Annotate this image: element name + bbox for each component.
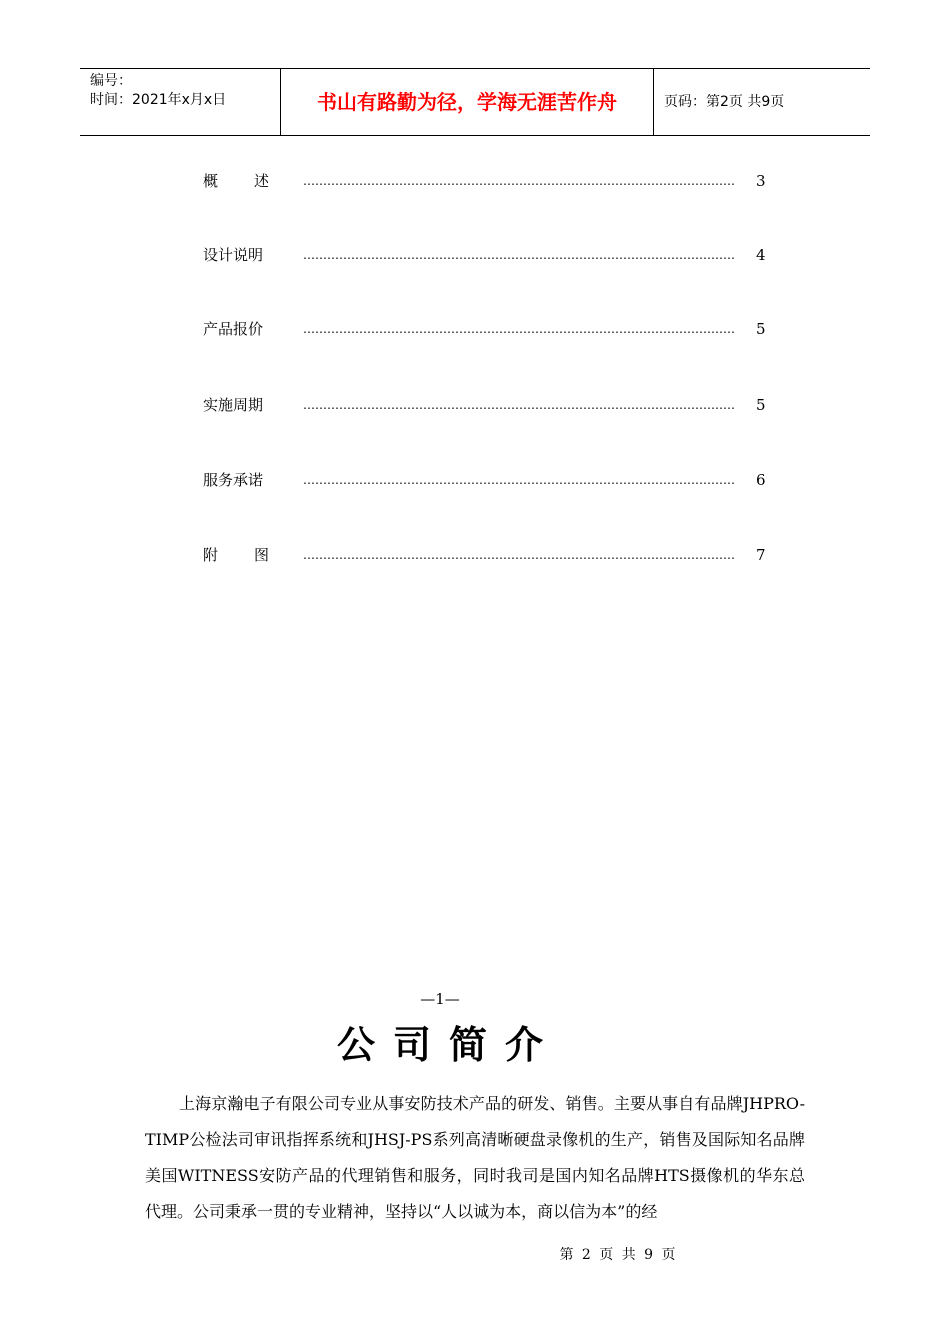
document-header (80, 68, 870, 136)
toc-item-label: 概 述 (203, 172, 269, 190)
toc-leader-dots: ……………………………………………………………………………………………… (303, 322, 735, 336)
section-title: 公司简介 (336, 1022, 561, 1067)
toc-leader-dots: ……………………………………………………………………………………………… (303, 248, 735, 262)
toc-leader-dots: ……………………………………………………………………………………………… (303, 473, 735, 487)
toc-leader-dots: ……………………………………………………………………………………………… (303, 398, 735, 412)
toc-leader-dots: ……………………………………………………………………………………………… (303, 174, 735, 188)
header-page-label: 页码：第2页 共9页 (664, 94, 785, 110)
header-meta (80, 69, 281, 135)
header-motto: 书山有路勤为径，学海无涯苦作舟 (281, 69, 654, 135)
toc-item-service[interactable] (203, 470, 768, 490)
page-footer: 第 2 页 共 9 页 (559, 1247, 676, 1263)
toc-item-label: 服务承诺 (203, 471, 264, 489)
toc-item-page: 6 (756, 471, 766, 489)
toc-item-page: 5 (756, 320, 766, 338)
toc-item-schedule[interactable] (203, 395, 768, 415)
toc-item-page: 3 (756, 172, 766, 190)
page-marker: —1— (420, 990, 460, 1008)
toc-item-label: 产品报价 (203, 320, 264, 338)
toc-item-label: 实施周期 (203, 396, 264, 414)
body-paragraph: 上海京瀚电子有限公司专业从事安防技术产品的研发、销售。主要从事自有品牌JHPRO-TIMP公检法司审讯指挥系统和JHSJ-PS系列高清晰硬盘录像机的生产，销售及国际知名品牌美国WITNESS安防产品的代理销售和服务，同时我司是国内知名品牌HTS摄像机的华东总代理。公司秉承一贯的专业精神，坚持以“人以诚为本，商以信为本”的经 (145, 1094, 805, 1221)
toc-item-quote[interactable] (203, 319, 768, 339)
toc-item-design[interactable] (203, 245, 768, 265)
toc-item-overview[interactable] (203, 171, 768, 191)
toc-item-appendix[interactable] (203, 545, 768, 565)
header-number-label: 编号： (90, 73, 132, 89)
toc-item-page: 5 (756, 396, 766, 414)
toc-item-page: 7 (756, 546, 766, 564)
toc-item-label: 附 图 (203, 546, 269, 564)
toc-leader-dots: ……………………………………………………………………………………………… (303, 548, 735, 562)
toc-item-page: 4 (756, 246, 766, 264)
header-date-label: 时间：2021年x月x日 (90, 92, 227, 108)
toc-item-label: 设计说明 (203, 246, 264, 264)
